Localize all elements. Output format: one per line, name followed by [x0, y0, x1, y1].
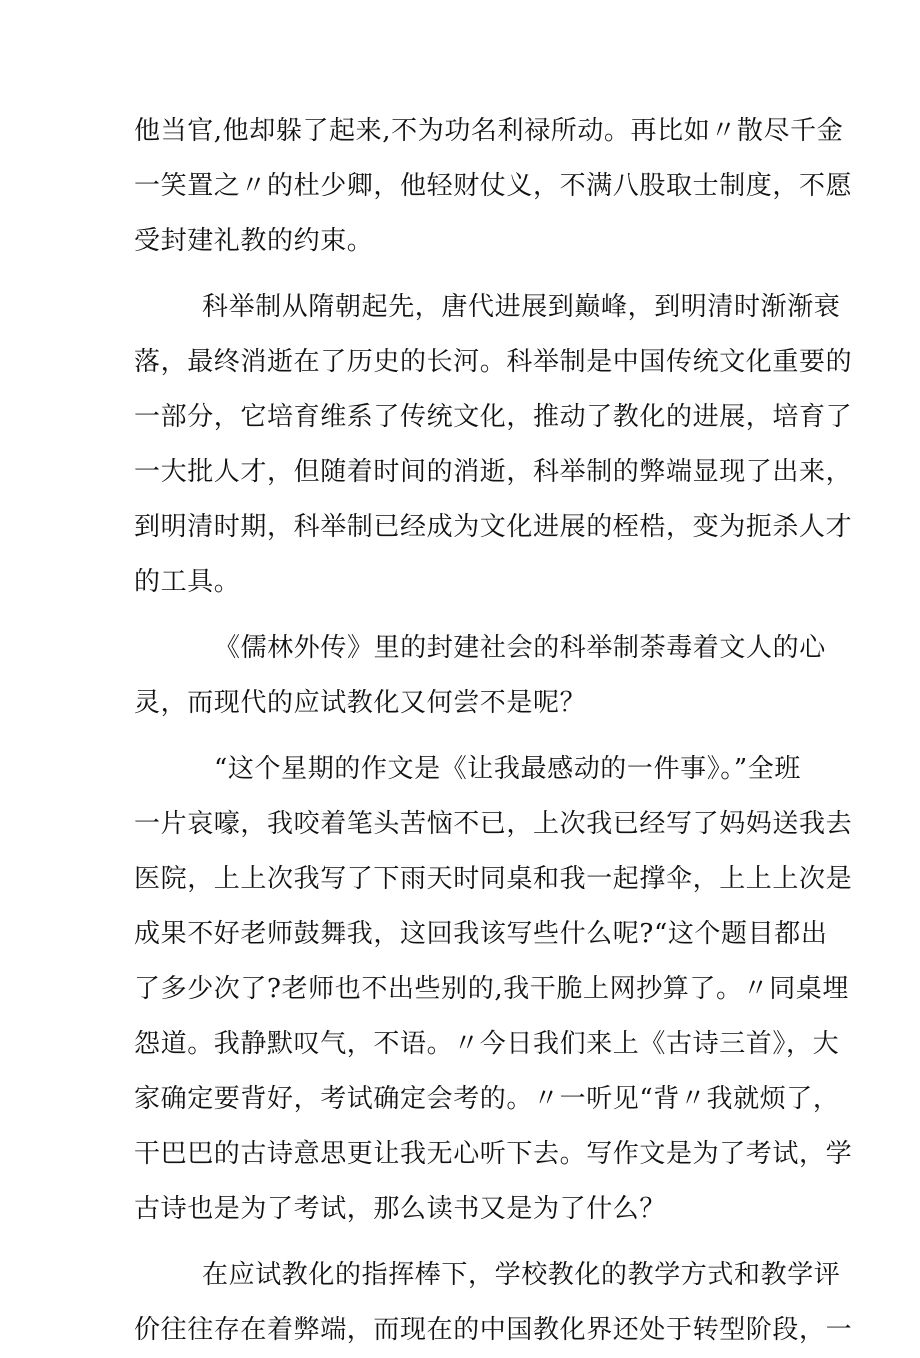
text-line: 科举制从隋朝起先，唐代进展到巅峰，到明清时渐渐衰 [202, 292, 841, 322]
paragraph [134, 104, 853, 269]
document-body [134, 104, 853, 1358]
text-line: 的工具。 [134, 567, 241, 597]
text-line: 成果不好老师鼓舞我，这回我该写些什么呢?“这个题目都出 [134, 919, 828, 949]
text-line: 怨道。我静默叹气，不语。〃今日我们来上《古诗三首》，大 [134, 1029, 840, 1059]
text-line: 在应试教化的指挥棒下，学校教化的教学方式和教学评 [202, 1260, 841, 1290]
text-line: 他当官,他却躲了起来,不为功名利禄所动。再比如〃散尽千金 [134, 116, 844, 146]
text-line: 一部分，它培育维系了传统文化，推动了教化的进展，培育了 [134, 402, 853, 432]
paragraph [134, 621, 826, 731]
text-line: 古诗也是为了考试，那么读书又是为了什么？ [134, 1194, 667, 1224]
text-line: 《儒林外传》里的封建社会的科举制荼毒着文人的心 [214, 633, 826, 663]
text-line: 家确定要背好，考试确定会考的。〃一听见“背〃我就烦了， [134, 1084, 840, 1114]
paragraph [134, 1248, 853, 1358]
text-line: 落，最终消逝在了历史的长河。科举制是中国传统文化重要的 [134, 347, 853, 377]
paragraph [134, 742, 853, 1237]
text-line: 了多少次了?老师也不出些别的,我干脆上网抄算了。〃同桌埋 [134, 974, 850, 1004]
text-line: 一大批人才，但随着时间的消逝，科举制的弊端显现了出来， [134, 457, 853, 487]
text-line: 干巴巴的古诗意思更让我无心听下去。写作文是为了考试，学 [134, 1139, 853, 1169]
text-line: “这个星期的作文是《让我最感动的一件事》。”全班 [214, 754, 801, 784]
paragraph [134, 280, 853, 610]
text-line: 一片哀嚎，我咬着笔头苦恼不已，上次我已经写了妈妈送我去 [134, 809, 853, 839]
text-line: 到明清时期，科举制已经成为文化进展的桎梏，变为扼杀人才 [134, 512, 853, 542]
text-line: 灵，而现代的应试教化又何尝不是呢？ [134, 688, 587, 718]
text-line: 医院，上上次我写了下雨天时同桌和我一起撑伞，上上上次是 [134, 864, 853, 894]
text-line: 价往往存在着弊端，而现在的中国教化界还处于转型阶段，一 [134, 1315, 853, 1345]
text-line: 一笑置之〃的杜少卿，他轻财仗义，不满八股取士制度，不愿 [134, 171, 853, 201]
text-line: 受封建礼教的约束。 [134, 226, 374, 256]
